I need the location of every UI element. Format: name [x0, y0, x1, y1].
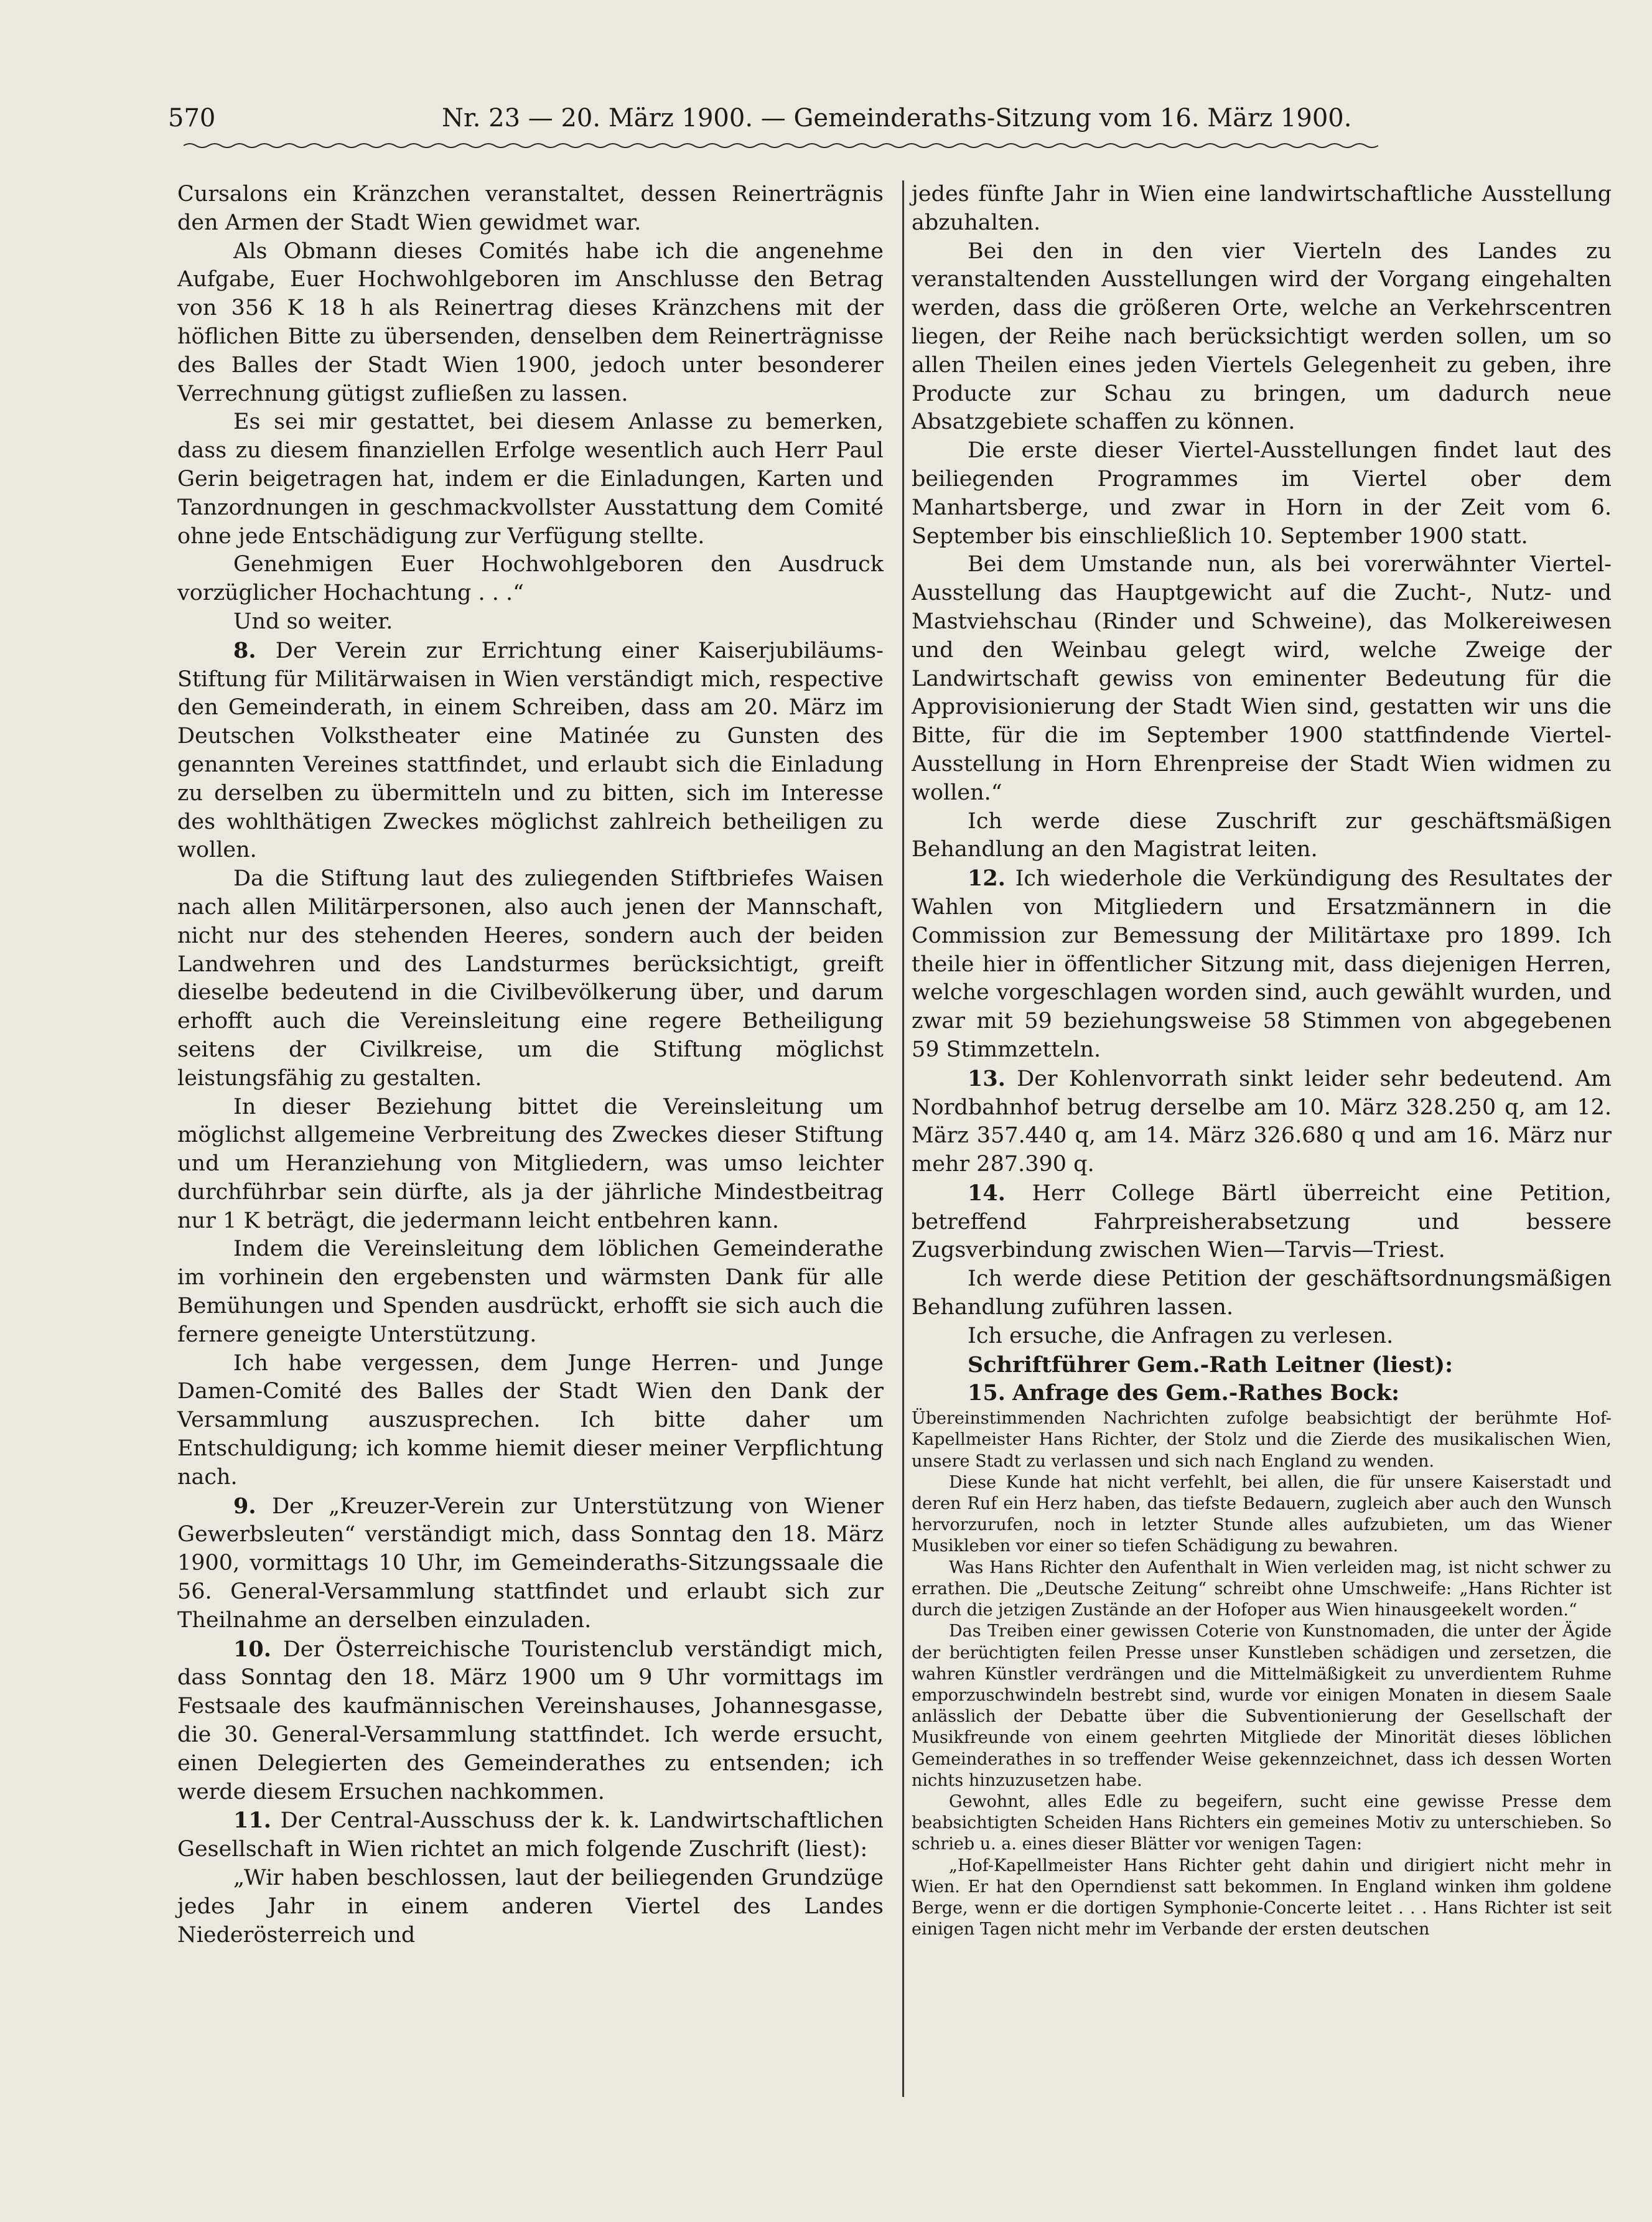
item-15	[912, 1379, 1612, 1408]
item-number: 9.	[233, 1493, 256, 1519]
paragraph: Bei dem Umstande nun, als bei vorerwähnter Viertel-Ausstellung das Hauptgewicht auf die Zucht-, Nutz- und Mastviehschau (Rinder und Schweine), das Molkereiwesen und den Weinbau gelegt wird, welche Zweige der Landwirtschaft gewiss von eminenter Bedeutung für die Approvisionierung der Stadt Wien sind, gestatten wir uns die Bitte, für die im September 1900 stattfindende Viertel-Ausstellung in Horn Ehrenpreise der Stadt Wien widmen zu wollen.“	[912, 552, 1612, 805]
item-13	[912, 1065, 1612, 1179]
item-12	[912, 864, 1612, 1065]
item-text: Der Kohlenvorrath sinkt leider sehr bedeutend. Am Nordbahnhof betrug derselbe am 10. März 328.250 q, am 12. März 357.440 q, am 14. März 326.680 q und am 16. März nur mehr 287.390 q.	[912, 1066, 1612, 1177]
item-heading: Anfrage des Gem.-Rathes Bock:	[1012, 1380, 1400, 1406]
running-title: Nr. 23 — 20. März 1900. — Gemeinderaths-Sitzung vom 16. März 1900.	[442, 104, 1352, 133]
small-paragraph: Gewohnt, alles Edle zu begeifern, sucht eine gewisse Presse dem beabsichtigten Scheiden Hans Richters ein gemeines Motiv zu unterschieben. So schrieb u. a. eines dieser Blätter vor wenigen Tagen:	[912, 1791, 1612, 1854]
item-number: 8.	[233, 637, 256, 663]
paragraph: Ich habe vergessen, dem Junge Herren- und Junge Damen-Comité des Balles der Stadt Wien den Dank der Versammlung auszusprechen. Ich bitte daher um Entschuldigung; ich komme hiemit dieser meiner Verpflichtung nach.	[177, 1350, 884, 1490]
small-paragraph: „Hof-Kapellmeister Hans Richter geht dahin und dirigiert nicht mehr in Wien. Er hat den Operndienst satt bekommen. In England winken ihm goldene Berge, wenn er die dortigen Symphonie-Concerte leitet . . . Hans Richter ist seit einigen Tagen nicht mehr im Verbande der ersten deutschen	[912, 1856, 1612, 1940]
paragraph: jedes fünfte Jahr in Wien eine landwirtschaftliche Ausstellung abzuhalten.	[912, 182, 1612, 235]
item-number: 15.	[968, 1380, 1006, 1406]
item-number: 11.	[233, 1808, 271, 1834]
paragraph: Ich werde diese Zuschrift zur geschäftsmäßigen Behandlung an den Magistrat leiten.	[912, 808, 1612, 862]
item-number: 10.	[233, 1636, 271, 1662]
paragraph: Genehmigen Euer Hochwohlgeboren den Ausdruck vorzüglicher Hochachtung . . .“	[177, 552, 884, 606]
item-number: 13.	[968, 1065, 1006, 1091]
paragraph: Die erste dieser Viertel-Ausstellungen findet laut des beiliegenden Programmes im Viertel ober dem Manhartsberge, und zwar in Horn in der Zeit vom 6. September bis einschließlich 10. September 1900 statt.	[912, 438, 1612, 549]
paragraph: Bei den in den vier Vierteln des Landes zu veranstaltenden Ausstellungen wird der Vorgang eingehalten werden, dass die größeren Orte, welche an Verkehrscentren liegen, der Reihe nach berücksichtigt werden sollen, um so allen Theilen eines jeden Viertels Gelegenheit zu geben, ihre Producte zur Schau zu bringen, um dadurch neue Absatzgebiete schaffen zu können.	[912, 238, 1612, 435]
paragraph: Ich werde diese Petition der geschäftsordnungsmäßigen Behandlung zuführen lassen.	[912, 1266, 1612, 1320]
item-text: Der Österreichische Touristenclub verständigt mich, dass Sonntag den 18. März 1900 um 9 Uhr vormittags im Festsaale des kaufmännischen Vereinshauses, Johannesgasse, die 30. General-Versammlung stattfindet. Ich werde ersucht, einen Delegierten des Gemeinderathes zu entsenden; ich werde diesem Ersuchen nachkommen.	[177, 1636, 884, 1804]
small-paragraph: Diese Kunde hat nicht verfehlt, bei allen, die für unsere Kaiserstadt und deren Ruf ein Herz haben, das tiefste Bedauern, zugleich aber auch den Wunsch hervorzurufen, noch in letzter Stunde alles aufzubieten, um das Wiener Musikleben vor einer so tiefen Schädigung zu bewahren.	[912, 1472, 1612, 1556]
paragraph: Es sei mir gestattet, bei diesem Anlasse zu bemerken, dass zu diesem finanziellen Erfolge wesentlich auch Herr Paul Gerin beigetragen hat, indem er die Einladungen, Karten und Tanzordnungen in geschmackvollster Ausstattung dem Comité ohne jede Entschädigung zur Verfügung stellte.	[177, 409, 884, 549]
right-column	[912, 180, 1612, 1940]
paragraph: In dieser Beziehung bittet die Vereinsleitung um möglichst allgemeine Verbreitung des Zweckes dieser Stiftung und um Heranziehung von Mitgliedern, was umso leichter durchführbar sein dürfte, als ja der jährliche Mindestbeitrag nur 1 K beträgt, die jedermann leicht entbehren kann.	[177, 1094, 884, 1233]
inquiry-text	[912, 1408, 1612, 1940]
paragraph: Und so weiter.	[233, 609, 393, 634]
page-number: 570	[168, 104, 216, 133]
column-divider	[902, 180, 904, 2097]
left-column	[177, 180, 884, 1949]
speaker-line: Schriftführer Gem.-Rath Leitner (liest):	[968, 1351, 1453, 1378]
item-11	[177, 1806, 884, 1864]
small-paragraph: Was Hans Richter den Aufenthalt in Wien verleiden mag, ist nicht schwer zu errathen. Die „Deutsche Zeitung“ schreibt ohne Umschweife: „Hans Richter ist durch die jetzigen Zustände an der Hofoper aus Wien hinausgeekelt worden.“	[912, 1557, 1612, 1620]
item-text: Der Central-Ausschuss der k. k. Landwirtschaftlichen Gesellschaft in Wien richtet an mich folgende Zuschrift (liest):	[177, 1808, 884, 1862]
small-paragraph: Übereinstimmenden Nachrichten zufolge beabsichtigt der berühmte Hof-Kapellmeister Hans Richter, der Stolz und die Zierde des musikalischen Wien, unsere Stadt zu verlassen und sich nach England zu wenden.	[912, 1409, 1612, 1471]
item-9	[177, 1492, 884, 1635]
item-10	[177, 1635, 884, 1807]
paragraph: Als Obmann dieses Comités habe ich die angenehme Aufgabe, Euer Hochwohlgeboren im Anschlusse den Betrag von 356 K 18 h als Reinertrag dieses Kränzchens mit der höflichen Bitte zu übersenden, denselben dem Reinerträgnisse des Balles der Stadt Wien 1900, jedoch unter besonderer Verrechnung gütigst zufließen zu lassen.	[177, 238, 884, 406]
header-wavy-rule	[184, 142, 1378, 149]
item-text: Der „Kreuzer-Verein zur Unterstützung von Wiener Gewerbsleuten“ verständigt mich, dass Sonntag den 18. März 1900, vormittags 10 Uhr, im Gemeinderaths-Sitzungssaale die 56. General-Versammlung stattfindet und erlaubt sich zur Theilnahme an derselben einzuladen.	[177, 1493, 884, 1633]
small-paragraph: Das Treiben einer gewissen Coterie von Kunstnomaden, die unter der Ägide der berüchtigten feilen Presse unser Kunstleben schädigen und zersetzen, die wahren Künstler verdrängen und die Mittelmäßigkeit zu unverdientem Ruhme emporzuschwindeln bestrebt sind, wurde vor einigen Monaten in diesem Saale anlässlich der Debatte über die Subventionierung der Gesellschaft der Musikfreunde von einem geehrten Mitgliede der Minorität dieses löblichen Gemeinderathes in so treffender Weise gekennzeichnet, dass ich dessen Worten nichts hinzuzusetzen habe.	[912, 1622, 1612, 1790]
item-number: 14.	[968, 1180, 1006, 1206]
item-14	[912, 1179, 1612, 1265]
paragraph: Da die Stiftung laut des zuliegenden Stiftbriefes Waisen nach allen Militärpersonen, also auch jenen der Mannschaft, nicht nur des stehenden Heeres, sondern auch der beiden Landwehren und des Landsturmes berücksichtigt, greift dieselbe bedeutend in die Civilbevölkerung über, und darum erhofft auch die Vereinsleitung eine regere Betheiligung seitens der Civilkreise, um die Stiftung möglichst leistungsfähig zu gestalten.	[177, 866, 884, 1091]
paragraph: „Wir haben beschlossen, laut der beiliegenden Grundzüge jedes Jahr in einem anderen Viertel des Landes Niederösterreich und	[177, 1865, 884, 1948]
paragraph: Indem die Vereinsleitung dem löblichen Gemeinderathe im vorhinein den ergebensten und wärmsten Dank für alle Bemühungen und Spenden ausdrückt, erhofft sie sich auch die fernere geneigte Unterstützung.	[177, 1236, 884, 1347]
item-8	[177, 637, 884, 865]
paragraph: Ich ersuche, die Anfragen zu verlesen.	[968, 1323, 1394, 1348]
item-text: Herr College Bärtl überreicht eine Petition, betreffend Fahrpreisherabsetzung und bessere Zugsverbindung zwischen Wien—Tarvis—Triest.	[912, 1180, 1612, 1263]
item-number: 12.	[968, 866, 1006, 892]
page-header	[168, 100, 1352, 137]
item-text: Der Verein zur Errichtung einer Kaiserjubiläums-Stiftung für Militärwaisen in Wien verständigt mich, respective den Gemeinderath, in einem Schreiben, dass am 20. März im Deutschen Volkstheater eine Matinée zu Gunsten des genannten Vereines stattfindet, und erlaubt sich die Einladung zu derselben zu übermitteln und zu bitten, sich im Interesse des wohlthätigen Zweckes möglichst zahlreich betheiligen zu wollen.	[177, 638, 884, 863]
item-text: Ich wiederhole die Verkündigung des Resultates der Wahlen von Mitgliedern und Ersatzmännern in die Commission zur Bemessung der Militärtaxe pro 1899. Ich theile hier in öffentlicher Sitzung mit, dass diejenigen Herren, welche vorgeschlagen worden sind, auch gewählt wurden, und zwar mit 59 beziehungsweise 58 Stimmen von abgegebenen 59 Stimmzetteln.	[912, 866, 1612, 1062]
paragraph: Cursalons ein Kränzchen veranstaltet, dessen Reinerträgnis den Armen der Stadt Wien gewidmet war.	[177, 182, 884, 235]
